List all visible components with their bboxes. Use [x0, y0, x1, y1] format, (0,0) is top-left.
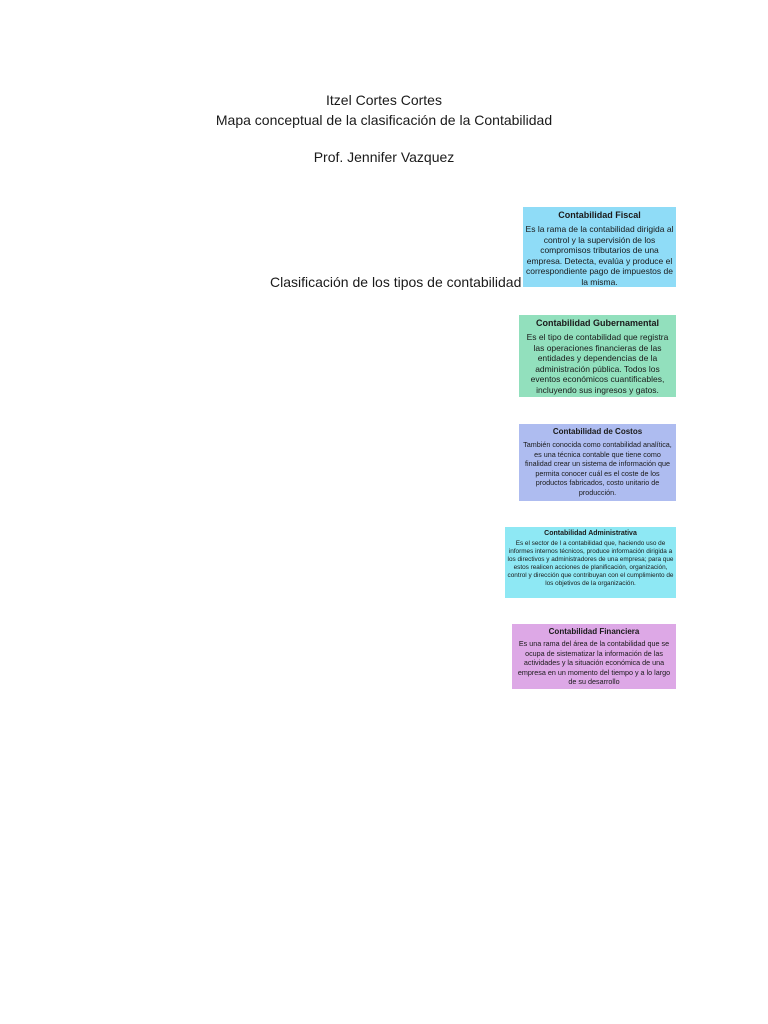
concept-title: Contabilidad Fiscal [558, 210, 641, 220]
concept-description: Es el sector de l a contabilidad que, haciendo uso de informes internos técnicos, produce información dirigida a los directivos y administradores de una empresa; para que estos realicen acciones de planificación, organización, control y dirección que contribuyan con el cumplimiento de los objetivos de la organización. [507, 540, 674, 587]
professor-name: Prof. Jennifer Vazquez [313, 149, 455, 165]
document-header [0, 90, 768, 167]
concept-box-fiscal [523, 207, 676, 287]
concept-title: Contabilidad Gubernamental [535, 318, 659, 328]
central-topic: Clasificación de los tipos de contabilidad [270, 274, 522, 290]
concept-box-costos [519, 424, 676, 501]
concept-box-financiera [512, 624, 676, 689]
concept-box-gubernamental [519, 315, 676, 397]
concept-description: Es una rama del área de la contabilidad que se ocupa de sistematizar la información de las actividades y la situación económica de una empresa en un momento del tiempo y a lo largo de su desarrollo [517, 639, 671, 686]
concept-description: Es el tipo de contabilidad que registra las operaciones financieras de las entidades y dependencias de la administración pública. Todos los eventos económicos cuantificables, incluyendo sus ingresos y gatos. [526, 332, 669, 395]
concept-description: Es la rama de la contabilidad dirigida al control y la supervisión de los compromisos tributarios de una empresa. Detecta, evalúa y produce el correspondiente pago de impuestos de la misma. [525, 224, 674, 287]
concept-title: Contabilidad Financiera [548, 627, 640, 636]
document-title: Mapa conceptual de la clasificación de la Contabilidad [215, 112, 553, 128]
concept-description: También conocida como contabilidad analítica, es una técnica contable que tiene como finalidad crear un sistema de información que permita conocer cuál es el coste de los productos fabricados, costo unitario de producción. [523, 440, 672, 497]
concept-title: Contabilidad de Costos [552, 427, 643, 436]
concept-box-administrativa [505, 527, 676, 598]
author-name: Itzel Cortes Cortes [326, 92, 442, 108]
concept-title: Contabilidad Administrativa [544, 530, 637, 537]
